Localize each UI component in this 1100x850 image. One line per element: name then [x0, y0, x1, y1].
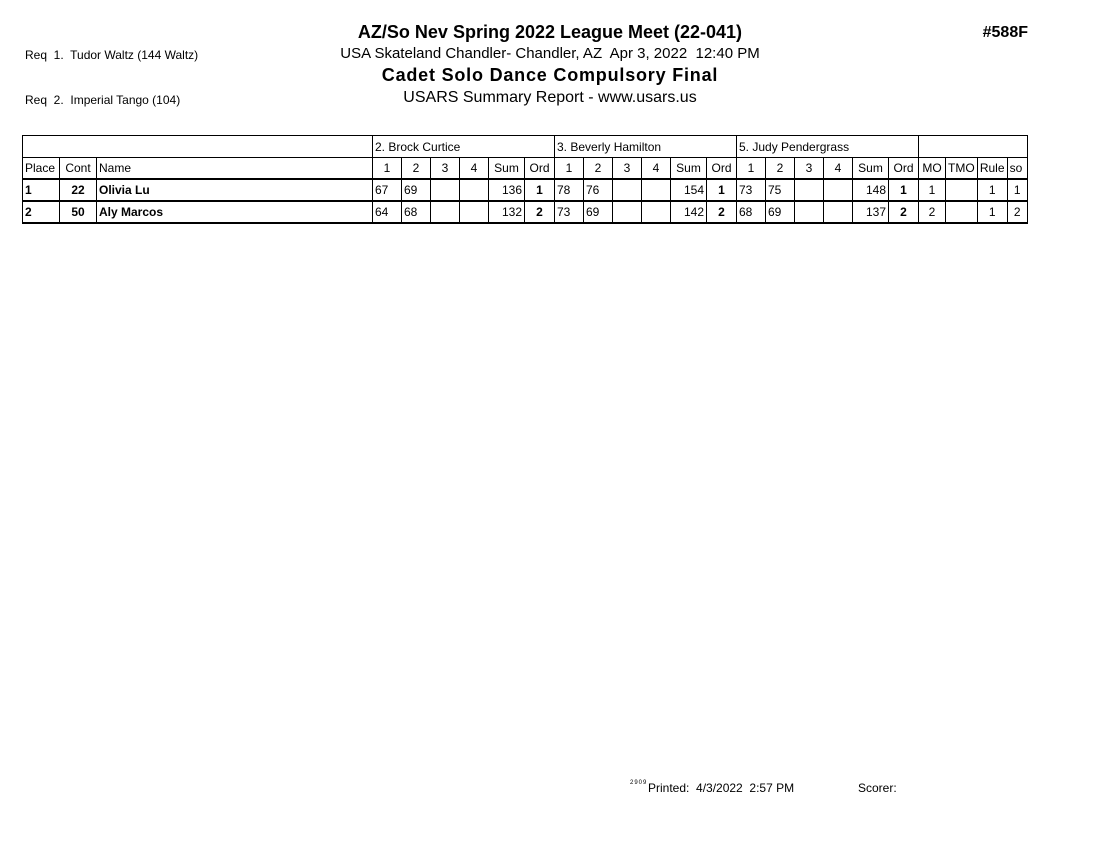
software-version: 2909: [630, 780, 648, 786]
score-cell: [824, 179, 853, 201]
req-line-1: Req 1. Tudor Waltz (144 Waltz): [25, 48, 199, 62]
score-cell: 68: [737, 201, 766, 223]
report-type-line: USARS Summary Report - www.usars.us: [403, 89, 697, 106]
score-cell: 73: [555, 201, 584, 223]
score-cell: [613, 179, 642, 201]
col-header-j1-3: 3: [431, 158, 460, 180]
judge-row-spacer-left: [23, 136, 373, 158]
tmo-cell: [946, 179, 978, 201]
judge-row-spacer-right: [919, 136, 1028, 158]
ord-cell: 1: [707, 179, 737, 201]
score-cell: [431, 179, 460, 201]
score-cell: [795, 179, 824, 201]
col-header-j1-ord: Ord: [525, 158, 555, 180]
judge-name-3: 5. Judy Pendergrass: [737, 136, 919, 158]
column-header-row: [23, 158, 1028, 180]
ord-cell: 2: [707, 201, 737, 223]
report-header: [0, 22, 1100, 107]
scorer-label: Scorer:: [858, 781, 897, 795]
col-header-j2-4: 4: [642, 158, 671, 180]
so-cell: 2: [1007, 201, 1027, 223]
score-cell: [642, 179, 671, 201]
name-cell: Aly Marcos: [97, 201, 373, 223]
score-cell: [795, 201, 824, 223]
col-header-j3-sum: Sum: [853, 158, 889, 180]
score-cell: 69: [402, 179, 431, 201]
cont-cell: 22: [60, 179, 97, 201]
score-cell: [431, 201, 460, 223]
col-header-j2-ord: Ord: [707, 158, 737, 180]
sum-cell: 137: [853, 201, 889, 223]
judge-name-1: 2. Brock Curtice: [373, 136, 555, 158]
col-header-j3-1: 1: [737, 158, 766, 180]
score-cell: [642, 201, 671, 223]
score-cell: 69: [766, 201, 795, 223]
sum-cell: 154: [671, 179, 707, 201]
col-header-j3-4: 4: [824, 158, 853, 180]
judge-header-row: [23, 136, 1028, 158]
col-header-j3-2: 2: [766, 158, 795, 180]
name-cell: Olivia Lu: [97, 179, 373, 201]
col-header-j2-1: 1: [555, 158, 584, 180]
score-cell: [460, 201, 489, 223]
meet-title: AZ/So Nev Spring 2022 League Meet (22-041): [357, 22, 743, 42]
col-header-place: Place: [23, 158, 60, 180]
col-header-j1-sum: Sum: [489, 158, 525, 180]
col-header-j2-2: 2: [584, 158, 613, 180]
ord-cell: 1: [525, 179, 555, 201]
score-cell: 75: [766, 179, 795, 201]
col-header-mo: MO: [919, 158, 946, 180]
score-cell: [460, 179, 489, 201]
venue-date-line: USA Skateland Chandler- Chandler, AZ Apr 3, 2022 12:40 PM: [340, 45, 760, 62]
place-cell: 1: [23, 179, 60, 201]
table-row: [23, 201, 1028, 223]
score-cell: 76: [584, 179, 613, 201]
col-header-rule: Rule: [977, 158, 1007, 180]
col-header-j1-2: 2: [402, 158, 431, 180]
sum-cell: 142: [671, 201, 707, 223]
printed-timestamp: Printed: 4/3/2022 2:57 PM: [648, 781, 795, 795]
score-cell: [613, 201, 642, 223]
rule-cell: 1: [977, 201, 1007, 223]
col-header-j1-4: 4: [460, 158, 489, 180]
rule-cell: 1: [977, 179, 1007, 201]
mo-cell: 1: [919, 179, 946, 201]
so-cell: 1: [1007, 179, 1027, 201]
sum-cell: 132: [489, 201, 525, 223]
sum-cell: 136: [489, 179, 525, 201]
score-cell: 73: [737, 179, 766, 201]
col-header-j3-3: 3: [795, 158, 824, 180]
score-cell: [824, 201, 853, 223]
col-header-j1-1: 1: [373, 158, 402, 180]
col-header-j2-sum: Sum: [671, 158, 707, 180]
col-header-cont: Cont: [60, 158, 97, 180]
event-title: Cadet Solo Dance Compulsory Final: [381, 65, 719, 85]
event-number: #588F: [982, 24, 1028, 41]
ord-cell: 2: [525, 201, 555, 223]
table-row: [23, 179, 1028, 201]
sum-cell: 148: [853, 179, 889, 201]
score-cell: 78: [555, 179, 584, 201]
col-header-j3-ord: Ord: [889, 158, 919, 180]
results-table: [22, 135, 1028, 224]
ord-cell: 1: [889, 179, 919, 201]
col-header-name: Name: [97, 158, 373, 180]
ord-cell: 2: [889, 201, 919, 223]
col-header-tmo: TMO: [946, 158, 978, 180]
score-cell: 64: [373, 201, 402, 223]
req-line-2: Req 2. Imperial Tango (104): [25, 93, 181, 107]
score-cell: 67: [373, 179, 402, 201]
score-cell: 68: [402, 201, 431, 223]
judge-name-2: 3. Beverly Hamilton: [555, 136, 737, 158]
col-header-so: so: [1007, 158, 1027, 180]
mo-cell: 2: [919, 201, 946, 223]
col-header-j2-3: 3: [613, 158, 642, 180]
tmo-cell: [946, 201, 978, 223]
place-cell: 2: [23, 201, 60, 223]
score-cell: 69: [584, 201, 613, 223]
cont-cell: 50: [60, 201, 97, 223]
